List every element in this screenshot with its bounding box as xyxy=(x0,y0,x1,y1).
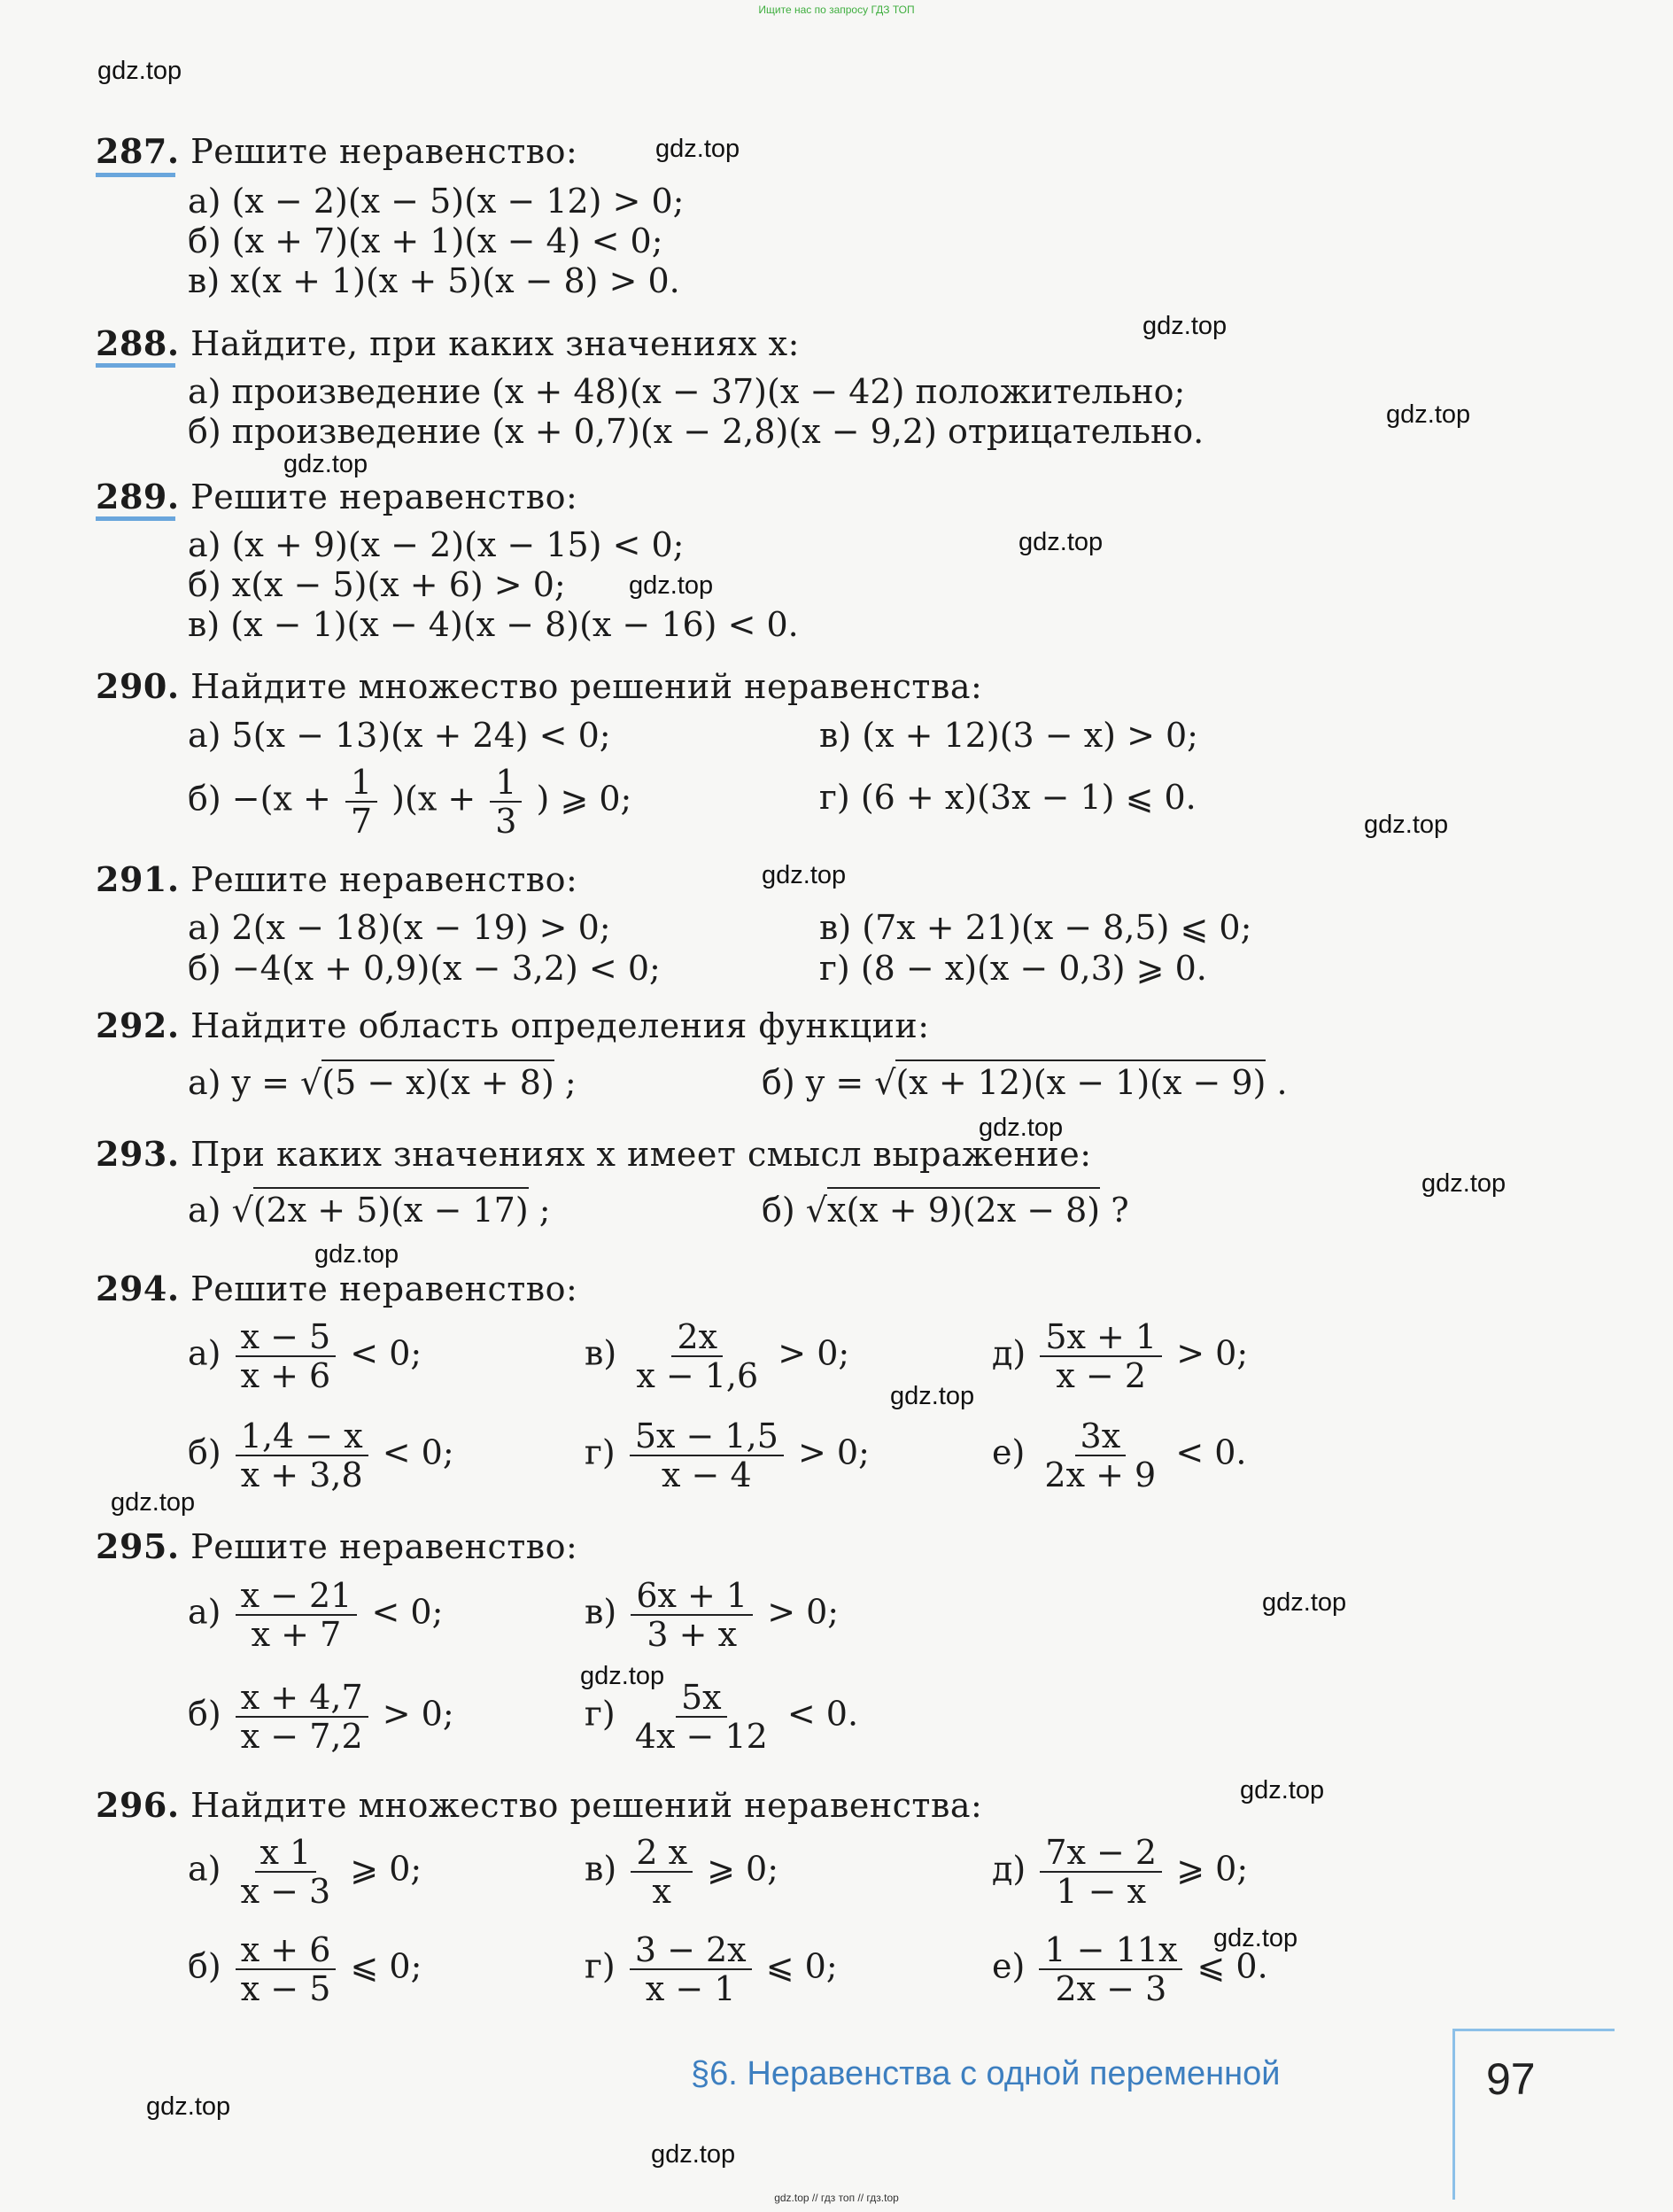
numerator: 6x + 1 xyxy=(631,1577,753,1616)
numerator: 3 − 2x xyxy=(630,1931,752,1970)
inequality-rhs: ⩽ 0. xyxy=(1197,1946,1268,1986)
radicand: (5 − x)(x + 8) xyxy=(321,1059,554,1102)
item-label: а) xyxy=(188,1333,221,1373)
numerator: x 1 xyxy=(255,1834,317,1873)
site-watermark: gdz.top xyxy=(283,450,368,478)
site-watermark: gdz.top xyxy=(979,1114,1064,1142)
numerator: 5x + 1 xyxy=(1040,1318,1162,1357)
site-watermark: gdz.top xyxy=(580,1662,665,1690)
inequality-rhs: > 0; xyxy=(1176,1333,1249,1373)
problem-292-b xyxy=(762,1059,1288,1102)
inequality-rhs: > 0; xyxy=(778,1333,850,1373)
problem-number: 295. xyxy=(96,1526,180,1566)
problem-288-title xyxy=(96,323,800,363)
numerator: 1 xyxy=(490,764,522,803)
inequality-rhs: < 0. xyxy=(1175,1432,1247,1472)
problem-text: Решите неравенство: xyxy=(190,477,578,516)
problem-text: Решите неравенство: xyxy=(190,860,578,899)
fraction xyxy=(631,1834,693,1910)
expr-part: ; xyxy=(564,1063,577,1102)
item-label: е) xyxy=(992,1946,1026,1986)
problem-number: 288. xyxy=(96,323,180,363)
problem-number: 291. xyxy=(96,859,180,899)
fraction xyxy=(236,1417,368,1494)
problem-289-a: а) (x + 9)(x − 2)(x − 15) < 0; xyxy=(188,525,685,564)
problem-295-g xyxy=(585,1679,858,1755)
item-label: б) xyxy=(188,1432,221,1472)
problem-289-b: б) x(x − 5)(x + 6) > 0; xyxy=(188,565,566,604)
numerator: 1 xyxy=(345,764,377,803)
expr-part: ) ⩾ 0; xyxy=(536,779,632,819)
sqrt-sign: √ xyxy=(231,1191,253,1230)
site-watermark: gdz.top xyxy=(651,2140,736,2169)
numerator: x − 5 xyxy=(236,1318,337,1357)
site-watermark: gdz.top xyxy=(146,2092,231,2121)
expr-part: б) y = xyxy=(762,1063,864,1102)
fraction xyxy=(631,1577,753,1653)
denominator: x − 4 xyxy=(662,1455,752,1494)
problem-291-v: в) (7x + 21)(x − 8,5) ⩽ 0; xyxy=(819,908,1252,947)
radicand: (x + 12)(x − 1)(x − 9) xyxy=(895,1059,1266,1102)
problem-296-b xyxy=(188,1931,422,2007)
problem-295-v xyxy=(585,1577,839,1653)
fraction xyxy=(236,1931,337,2007)
denominator: 3 xyxy=(495,802,517,841)
site-watermark: gdz.top xyxy=(655,135,740,163)
problem-number: 293. xyxy=(96,1134,180,1174)
problem-293-title xyxy=(96,1134,1092,1174)
denominator: 1 − x xyxy=(1056,1872,1147,1911)
denominator: x + 7 xyxy=(251,1615,342,1654)
page-number: 97 xyxy=(1486,2054,1536,2104)
problem-296-g xyxy=(585,1931,838,2007)
site-watermark: gdz.top xyxy=(111,1488,196,1517)
fraction xyxy=(1040,1318,1162,1394)
sqrt-sign: √ xyxy=(874,1063,896,1102)
problem-number: 289. xyxy=(96,477,180,516)
problem-291-b: б) −4(x + 0,9)(x − 3,2) < 0; xyxy=(188,949,661,988)
problem-290-a: а) 5(x − 13)(x + 24) < 0; xyxy=(188,716,611,755)
problem-296-a xyxy=(188,1834,422,1910)
problem-number: 287. xyxy=(96,131,180,171)
item-label: е) xyxy=(992,1432,1026,1472)
problem-text: Найдите множество решений неравенства: xyxy=(190,1786,983,1825)
problem-294-title xyxy=(96,1269,577,1308)
problem-294-b xyxy=(188,1417,454,1494)
problem-294-a xyxy=(188,1318,422,1394)
site-watermark: gdz.top xyxy=(1364,811,1449,839)
number-underline xyxy=(96,516,175,521)
problem-291-title xyxy=(96,859,577,899)
denominator: x + 6 xyxy=(240,1356,331,1395)
fraction xyxy=(1039,1417,1161,1494)
fraction xyxy=(1040,1834,1162,1910)
item-label: г) xyxy=(585,1432,616,1472)
radicand: x(x + 9)(2x − 8) xyxy=(827,1187,1100,1230)
fraction xyxy=(631,1318,763,1394)
problem-number: 294. xyxy=(96,1269,180,1308)
denominator: 7 xyxy=(350,802,373,841)
denominator: 2x − 3 xyxy=(1055,1969,1167,2008)
expr-part: а) y = xyxy=(188,1063,290,1102)
problem-295-b xyxy=(188,1679,454,1755)
numerator: 7x − 2 xyxy=(1040,1834,1162,1873)
denominator: x − 1,6 xyxy=(636,1356,759,1395)
problem-293-b xyxy=(762,1187,1129,1230)
problem-text: Найдите множество решений неравенства: xyxy=(190,667,983,706)
problem-294-e xyxy=(992,1417,1247,1494)
site-watermark: gdz.top xyxy=(629,571,714,600)
problem-288-b: б) произведение (x + 0,7)(x − 2,8)(x − 9,2) отрицательно. xyxy=(188,412,1204,451)
denominator: x − 3 xyxy=(240,1872,331,1911)
site-watermark: gdz.top xyxy=(762,861,847,889)
expr-part: б) −(x + xyxy=(188,779,331,819)
fraction xyxy=(630,1679,773,1755)
fraction xyxy=(236,1577,358,1653)
problem-292-title xyxy=(96,1005,930,1045)
inequality-rhs: < 0; xyxy=(350,1333,422,1373)
inequality-rhs: < 0; xyxy=(382,1432,454,1472)
inequality-rhs: > 0; xyxy=(382,1694,454,1734)
radicand: (2x + 5)(x − 17) xyxy=(253,1187,529,1230)
item-label: д) xyxy=(992,1849,1026,1889)
expr-part: . xyxy=(1276,1063,1288,1102)
numerator: x − 21 xyxy=(236,1577,358,1616)
inequality-rhs: ⩾ 0; xyxy=(350,1849,422,1889)
problem-296-title xyxy=(96,1785,982,1825)
problem-293-a xyxy=(188,1187,551,1230)
item-label: в) xyxy=(585,1333,617,1373)
problem-294-g xyxy=(585,1417,870,1494)
problem-287-a: а) (x − 2)(x − 5)(x − 12) > 0; xyxy=(188,182,685,221)
expr-part: )(x + xyxy=(391,779,476,819)
numerator: 1,4 − x xyxy=(236,1417,368,1456)
expr-part: б) xyxy=(762,1191,795,1230)
problem-text: Решите неравенство: xyxy=(190,132,578,171)
item-label: б) xyxy=(188,1946,221,1986)
problem-number: 292. xyxy=(96,1005,180,1045)
problem-287-b: б) (x + 7)(x + 1)(x − 4) < 0; xyxy=(188,221,663,260)
inequality-rhs: < 0; xyxy=(371,1592,444,1632)
site-watermark: gdz.top xyxy=(97,57,182,85)
item-label: г) xyxy=(585,1946,616,1986)
site-watermark: gdz.top xyxy=(1142,312,1228,340)
inequality-rhs: ⩾ 0; xyxy=(707,1849,778,1889)
bottom-watermark-banner: gdz.top // гдз топ // гдз.top xyxy=(774,2192,899,2204)
site-watermark: gdz.top xyxy=(1213,1924,1298,1952)
problem-text: При каких значениях x имеет смысл выражение: xyxy=(190,1135,1092,1174)
site-watermark: gdz.top xyxy=(1262,1588,1347,1617)
problem-295-a xyxy=(188,1577,443,1653)
site-watermark: gdz.top xyxy=(314,1240,399,1269)
numerator: 2 x xyxy=(631,1834,693,1873)
fraction xyxy=(236,1834,337,1910)
fraction xyxy=(490,764,522,840)
denominator: 4x − 12 xyxy=(634,1717,768,1756)
fraction xyxy=(236,1679,368,1755)
item-label: а) xyxy=(188,1592,221,1632)
numerator: 5x − 1,5 xyxy=(630,1417,784,1456)
inequality-rhs: > 0; xyxy=(797,1432,870,1472)
problem-290-g: г) (6 + x)(3x − 1) ⩽ 0. xyxy=(819,778,1197,817)
number-underline xyxy=(96,363,175,368)
problem-text: Найдите, при каких значениях x: xyxy=(190,324,800,363)
problem-289-title xyxy=(96,477,577,516)
denominator: x xyxy=(652,1872,671,1911)
numerator: 3x xyxy=(1075,1417,1127,1456)
numerator: x + 6 xyxy=(236,1931,337,1970)
denominator: 3 + x xyxy=(647,1615,738,1654)
problem-294-v xyxy=(585,1318,849,1394)
site-watermark: gdz.top xyxy=(1421,1169,1506,1198)
sqrt-sign: √ xyxy=(300,1063,322,1102)
denominator: x − 1 xyxy=(645,1969,736,2008)
problem-287-c: в) x(x + 1)(x + 5)(x − 8) > 0. xyxy=(188,261,680,300)
item-label: в) xyxy=(585,1592,617,1632)
problem-290-v: в) (x + 12)(3 − x) > 0; xyxy=(819,716,1198,755)
problem-290-b xyxy=(188,764,631,840)
site-watermark: gdz.top xyxy=(1386,400,1471,429)
item-label: в) xyxy=(585,1849,617,1889)
denominator: 2x + 9 xyxy=(1044,1455,1157,1494)
denominator: x − 5 xyxy=(240,1969,331,2008)
item-label: б) xyxy=(188,1694,221,1734)
site-watermark: gdz.top xyxy=(1240,1776,1325,1805)
problem-288-a: а) произведение (x + 48)(x − 37)(x − 42) положительно; xyxy=(188,372,1186,411)
fraction xyxy=(345,764,377,840)
top-watermark-banner: Ищите нас по запросу ГДЗ ТОП xyxy=(758,4,915,16)
item-label: г) xyxy=(585,1694,616,1734)
problem-287-title xyxy=(96,131,577,171)
expr-part: ; xyxy=(538,1191,551,1230)
inequality-rhs: ⩽ 0; xyxy=(350,1946,422,1986)
site-watermark: gdz.top xyxy=(1019,528,1104,556)
problem-294-d xyxy=(992,1318,1248,1394)
inequality-rhs: > 0; xyxy=(767,1592,840,1632)
problem-292-a xyxy=(188,1059,577,1102)
item-label: а) xyxy=(188,1849,221,1889)
fraction xyxy=(1039,1931,1182,2007)
denominator: x − 7,2 xyxy=(240,1717,363,1756)
problem-289-c: в) (x − 1)(x − 4)(x − 8)(x − 16) < 0. xyxy=(188,605,799,644)
expr-part: а) xyxy=(188,1191,221,1230)
problem-296-d xyxy=(992,1834,1248,1910)
problem-291-a: а) 2(x − 18)(x − 19) > 0; xyxy=(188,908,611,947)
numerator: 2x xyxy=(671,1318,723,1357)
fraction xyxy=(236,1318,337,1394)
inequality-rhs: ⩾ 0; xyxy=(1176,1849,1249,1889)
sqrt-sign: √ xyxy=(805,1191,828,1230)
running-footer: §6. Неравенства с одной переменной xyxy=(691,2055,1281,2092)
denominator: x + 3,8 xyxy=(240,1455,363,1494)
expr-part: ? xyxy=(1111,1191,1129,1230)
denominator: x − 2 xyxy=(1056,1356,1147,1395)
problem-number: 296. xyxy=(96,1785,180,1825)
number-underline xyxy=(96,173,175,177)
inequality-rhs: < 0. xyxy=(786,1694,859,1734)
numerator: 5x xyxy=(676,1679,727,1718)
site-watermark: gdz.top xyxy=(890,1382,975,1410)
problem-290-title xyxy=(96,666,982,706)
problem-text: Решите неравенство: xyxy=(190,1527,578,1566)
problem-291-g: г) (8 − x)(x − 0,3) ⩾ 0. xyxy=(819,949,1207,988)
problem-296-e xyxy=(992,1931,1268,2007)
problem-text: Решите неравенство: xyxy=(190,1269,578,1308)
numerator: x + 4,7 xyxy=(236,1679,368,1718)
problem-text: Найдите область определения функции: xyxy=(190,1006,930,1045)
problem-295-title xyxy=(96,1526,577,1566)
fraction xyxy=(630,1931,752,2007)
problem-number: 290. xyxy=(96,666,180,706)
inequality-rhs: ⩽ 0; xyxy=(765,1946,838,1986)
problem-296-v xyxy=(585,1834,778,1910)
fraction xyxy=(630,1417,784,1494)
item-label: д) xyxy=(992,1333,1026,1373)
numerator: 1 − 11x xyxy=(1039,1931,1182,1970)
